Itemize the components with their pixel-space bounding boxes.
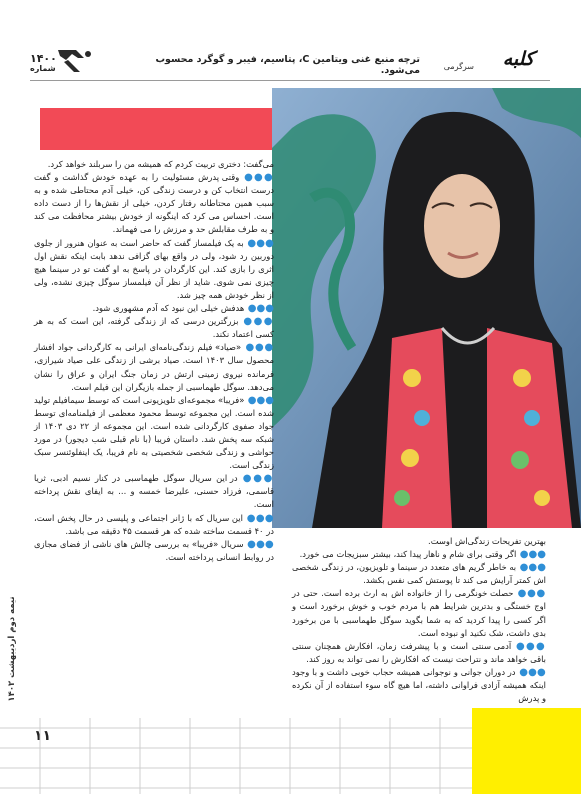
paragraph [292,587,546,639]
issue-label: شماره [30,64,56,73]
paragraph-text: هدفش خیلی این نبود که آدم مشهوری شود. [92,303,245,314]
paragraph [34,394,274,473]
paragraph [34,158,274,171]
paragraph-text: بهترین تفریحات زندگی‌اش اوست. [428,536,546,546]
yellow-corner-block [472,708,581,794]
side-issue-date-text: نیمه دوم اردیبهشت ۱۴۰۲ [7,596,17,702]
paragraph-text: در این سریال سوگل طهماسبی در کنار نسیم ادبی، ثریا قاسمی، فرزاد حسنی، علیرضا خمسه و ... به ایفای نقش پرداخته است. [34,473,274,510]
bullet-dots-icon: ●●● [242,512,274,524]
paragraph-text: بزرگترین درسی که از زندگی گرفته، این است که به هر کسی اعتماد نکند. [34,316,274,340]
paragraph-text: به یک فیلمساز گفت که حاضر است به عنوان هنرور از جلوی دوربین رد شود، ولی در واقع بهای گزافی ندهد بابت اینکه نقش اول اثری را بازی کند. این کارگردان در پاسخ به او گفت تو در سینما هیچ چیزی نمی شوی. شاید از نظر آن فیلمساز سوگل چیزی نشده، ولی از نظر خودش همه چیز شد. [34,237,274,300]
page-number: ۱۱ [34,728,52,744]
bullet-dots-icon: ●●● [244,303,274,315]
bullet-dots-icon: ●●● [244,394,274,406]
paragraph [292,666,546,705]
paragraph-text: این سریال که با ژانر اجتماعی و پلیسی در حال پخش است، در ۴۰ قسمت ساخته شده که هر قسمت ۴۵ دقیقه می باشد. [34,512,274,536]
bullet-dots-icon: ●●● [241,342,274,354]
paragraph [34,302,274,315]
portrait-illustration [272,88,581,528]
header-subtitle: ترچه منبع غنی ویتامین C، پتاسیم، فیبر و گوگرد محسوب می‌شود. [155,54,420,76]
right-text-column [292,535,546,705]
bullet-dots-icon: ●●● [515,666,546,678]
paragraph [34,171,274,236]
bullet-dots-icon: ●●● [243,237,274,249]
bullet-dots-icon: ●●● [239,172,274,184]
bullet-dots-icon: ●●● [516,549,546,561]
brand-logo [424,48,544,76]
paragraph-text: وقتی پدرش مسئولیت را به عهده خودش گذاشت و گفت درست انتخاب کن و درست زندگی کن، خیلی آدم محتاطی شده و به سبب همین محتاطانه رفتار کردن، خیلی از نقش‌ها را از دست داده است. احساس می کرد که اینگونه از خودش بیشتر محافظت می کند و به طرف مقابلش حد و مرزش را می فهماند. [34,172,274,235]
bullet-dots-icon: ●●● [237,473,274,485]
brand-sub: سرگرمی [443,62,474,71]
paragraph-text: آدمی سنتی است و با پیشرفت زمان، افکارش همچنان سنتی باقی خواهد ماند و نتراحت نیست که افکارش را نمی تواند به روز کند. [292,640,546,664]
paragraph-text: «فریبا» مجموعه‌ای تلویزیونی است که توسط سیمافیلم تولید شده است. این مجموعه توسط محمود معظمی از فیلمنامه‌ای توسط جواد صفوی کارگردانی شده است. این مجموعه از ۲۲ دی ۱۴۰۳ از شبکه سه پخش شد. داستان فریبا (با نام قبلی شب دیجور) در مورد حواشی و زندگی شخصی شخصیتی به نام فریبا، یک اینفلوئنسر سبک زندگی است. [34,394,274,471]
paragraph-text: حصلت خونگرمی را از خانواده اش به ارث برده است. حتی در اوج خستگی و بدترین شرایط هم با مردم خوب و خوش برخورد است و اگر کسی را پیدا کردید که به شما بگوید سوگل طهماسبی با من برخورد بدی داشت، شک نکنید او نبوده است. [292,588,546,638]
side-issue-date [2,580,22,730]
left-text-column [34,158,274,564]
paragraph-text: «صیاد» فیلم زندگی‌نامه‌ای ایرانی به کارگردانی جواد افشار محصول سال ۱۴۰۳ است. صیاد برشی از زندگی علی صیاد شیرازی، فرمانده نیروی زمینی ارتش در زمان جنگ ایران و عراق را نشان می‌دهد. سوگل طهماسبی از جمله بازیگران این فیلم است. [34,342,274,392]
paragraph [292,535,546,548]
paragraph [292,640,546,666]
bullet-dots-icon: ●●● [238,316,274,328]
page-header [0,0,581,88]
bullet-dots-icon: ●●● [243,538,274,550]
brand-word: کلبه [502,48,534,70]
accent-banner [40,108,272,150]
paragraph-text: در دوران جوانی و نوجوانی همیشه حجاب خوبی داشت و با وجود اینکه همیشه آزادی فراوانی داشته، اما هیچ گاه سوء استفاده از آن نکرده و پدرش [292,666,546,704]
paragraph [34,237,274,302]
portrait-photo [272,88,581,528]
paragraph [34,512,274,538]
bullet-dots-icon: ●●● [513,588,546,600]
paragraph-text: سریال «فریبا» به بررسی چالش های ناشی از فضای مجازی در روابط انسانی پرداخته است. [34,538,274,562]
paragraph [34,315,274,341]
paragraph-text: به خاطر گریم های متعدد در سینما و تلویزیون، در زندگی شخصی اش کمتر آرایش می کند تا پوستش کمی نفس بکشد. [292,562,546,586]
paragraph [34,341,274,393]
paragraph [34,538,274,564]
issue-number: ۱۴۰۰ [30,52,57,65]
paragraph [34,472,274,511]
bullet-dots-icon: ●●● [516,562,546,574]
paragraph [292,561,546,587]
header-divider [30,80,550,81]
paragraph [292,548,546,561]
paragraph-text: می‌گفت: دختری تربیت کردم که همیشه من را سربلند خواهد کرد. [47,159,274,169]
paragraph-text: اگر وقتی برای شام و ناهار پیدا کند، بیشتر سبزیجات می خورد. [299,549,517,560]
bullet-dots-icon: ●●● [511,640,546,652]
